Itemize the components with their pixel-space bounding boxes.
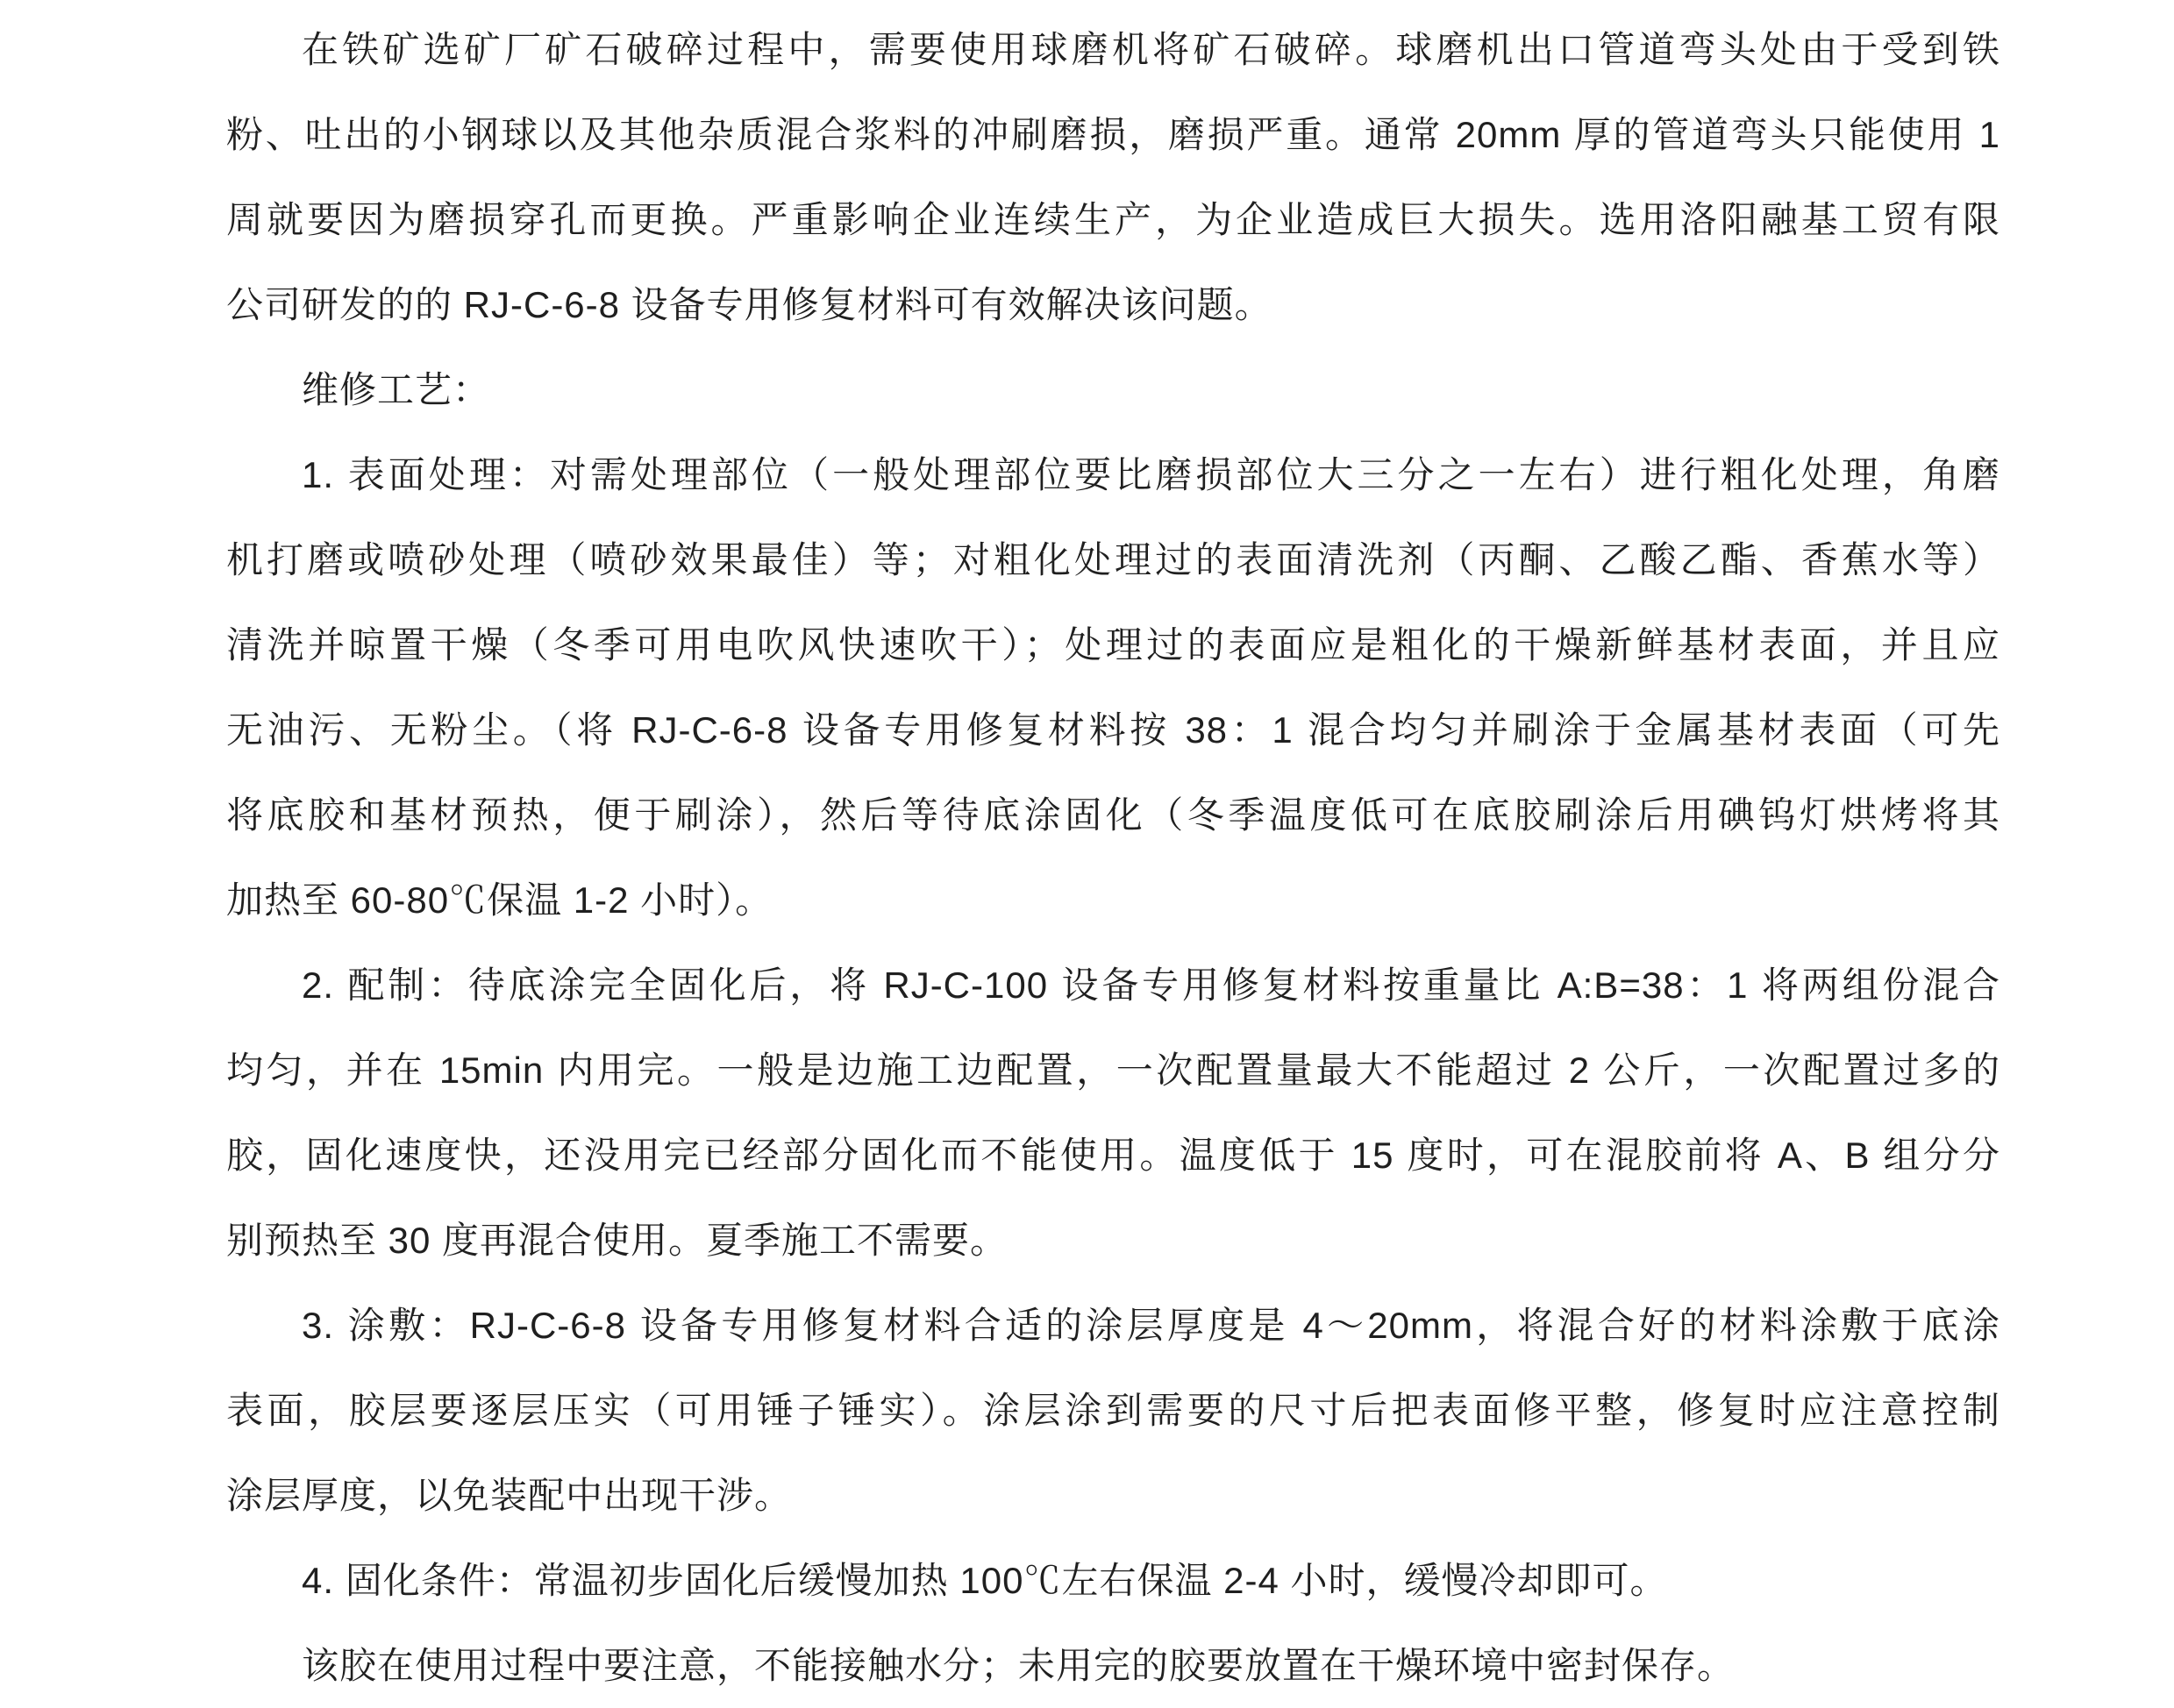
paragraph-intro <box>226 7 2000 347</box>
text-line: 该胶在使用过程中要注意，不能接触水分；未用完的胶要放置在干燥环境中密封保存。 <box>302 1645 1736 1686</box>
text-line: 公司研发的的 RJ-C-6-8 设备专用修复材料可有效解决该问题。 <box>226 284 1272 325</box>
text-line: 在铁矿选矿厂矿石破碎过程中，需要使用球磨机将矿石破碎。球磨机出口管道弯头处由于受到铁 <box>302 29 2000 70</box>
paragraph-process-heading <box>226 347 2000 432</box>
text-line: 机打磨或喷砂处理（喷砂效果最佳）等；对粗化处理过的表面清洗剂（丙酮、乙酸乙酯、香蕉水等） <box>226 539 2000 580</box>
text-line: 涂层厚度，以免装配中出现干涉。 <box>226 1475 793 1516</box>
text-line: 2. 配制：待底涂完全固化后，将 RJ-C-100 设备专用修复材料按重量比 A:B=38：1 将两组份混合 <box>302 964 2000 1006</box>
text-line: 3. 涂敷：RJ-C-6-8 设备专用修复材料合适的涂层厚度是 4～20mm，将混合好的材料涂敷于底涂 <box>302 1305 2000 1346</box>
text-line: 加热至 60-80℃保温 1-2 小时）。 <box>226 879 773 921</box>
text-line: 无油污、无粉尘。（将 RJ-C-6-8 设备专用修复材料按 38：1 混合均匀并刷涂于金属基材表面（可先 <box>226 709 2000 751</box>
paragraph-step-2-mixing <box>226 943 2000 1283</box>
paragraph-step-3-application <box>226 1283 2000 1538</box>
text-line: 均匀，并在 15min 内用完。一般是边施工边配置，一次配置量最大不能超过 2 公斤，一次配置过多的 <box>226 1050 2000 1091</box>
text-line: 粉、吐出的小钢球以及其他杂质混合浆料的冲刷磨损，磨损严重。通常 20mm 厚的管道弯头只能使用 1 <box>226 114 2000 155</box>
text-line: 维修工艺： <box>302 369 491 410</box>
text-line: 4. 固化条件：常温初步固化后缓慢加热 100℃左右保温 2-4 小时，缓慢冷却即可。 <box>302 1560 1668 1601</box>
text-line: 将底胶和基材预热，便于刷涂），然后等待底涂固化（冬季温度低可在底胶刷涂后用碘钨灯烘烤将其 <box>226 794 2000 836</box>
paragraph-storage-note <box>226 1623 2000 1708</box>
text-line: 表面，胶层要逐层压实（可用锤子锤实）。涂层涂到需要的尺寸后把表面修平整，修复时应注意控制 <box>226 1390 2000 1431</box>
text-line: 1. 表面处理：对需处理部位（一般处理部位要比磨损部位大三分之一左右）进行粗化处理，角磨 <box>302 454 2000 495</box>
text-line: 周就要因为磨损穿孔而更换。严重影响企业连续生产，为企业造成巨大损失。选用洛阳融基工贸有限 <box>226 199 2000 240</box>
text-line: 别预热至 30 度再混合使用。夏季施工不需要。 <box>226 1220 1009 1261</box>
paragraph-step-4-curing <box>226 1538 2000 1623</box>
text-line: 胶，固化速度快，还没用完已经部分固化而不能使用。温度低于 15 度时，可在混胶前将 A、B 组分分 <box>226 1135 2000 1176</box>
text-line: 清洗并晾置干燥（冬季可用电吹风快速吹干）；处理过的表面应是粗化的干燥新鲜基材表面，并且应 <box>226 624 2000 665</box>
paragraph-step-1-surface-treatment <box>226 432 2000 943</box>
